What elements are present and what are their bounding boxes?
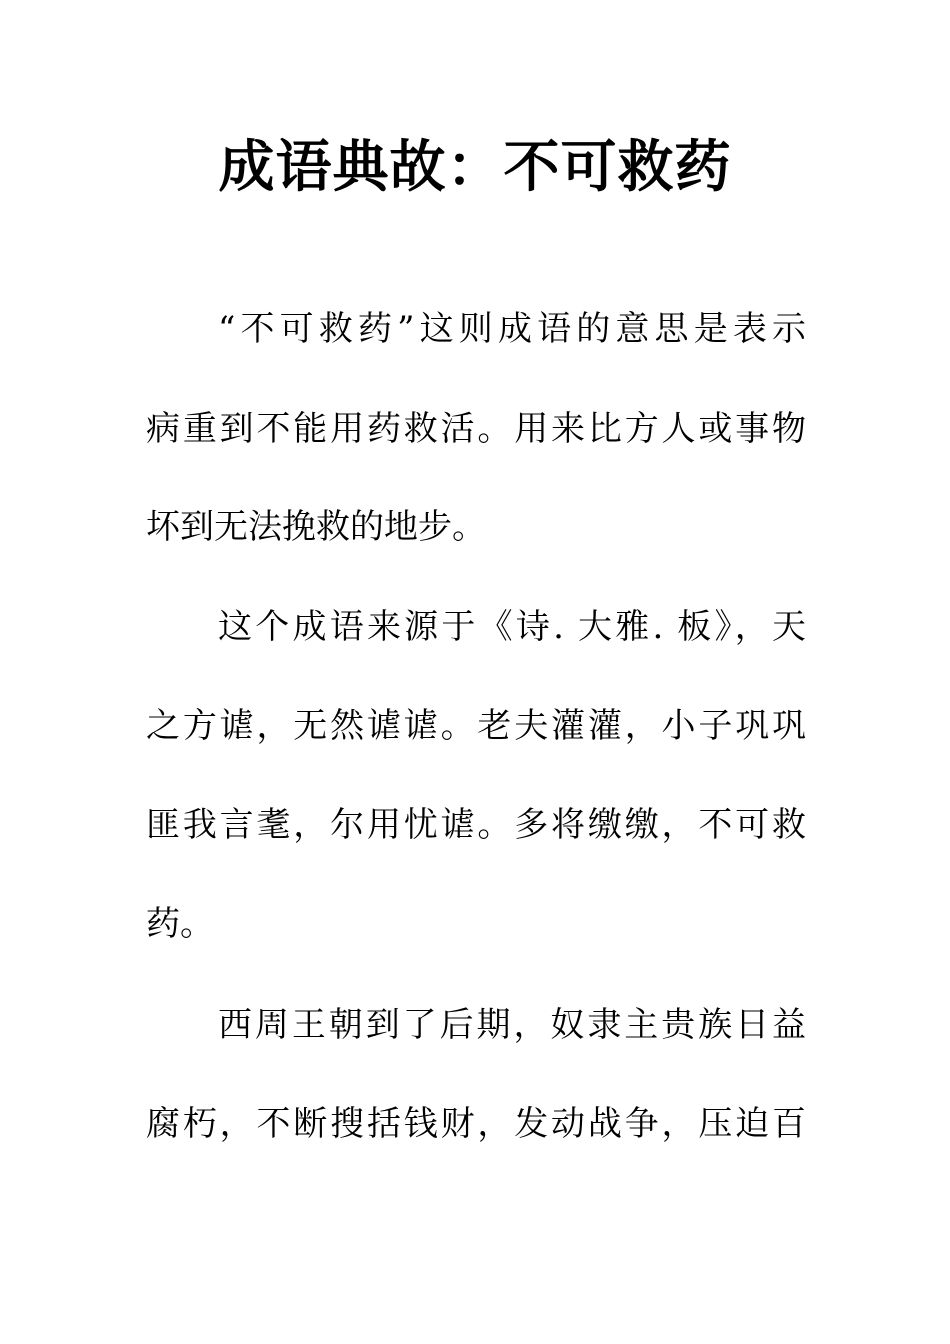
paragraph-2-line-1: 这个成语来源于《诗. 大雅. 板》，天: [218, 607, 806, 647]
paragraph-1-line-3: 坏到无法挽救的地步。: [146, 507, 486, 547]
paragraph-3-line-2: 腐朽，不断搜括钱财，发动战争，压迫百: [146, 1104, 806, 1144]
paragraph-2-line-2: 之方谑，无然谑谑。老夫灌灌，小子巩巩: [146, 706, 806, 746]
document-title: 成语典故：不可救药: [218, 135, 732, 200]
paragraph-2-line-3: 匪我言耄，尔用忧谑。多将缴缴，不可救: [146, 805, 806, 845]
paragraph-1-line-1: “不可救药”这则成语的意思是表示: [218, 309, 806, 349]
paragraph-1-line-2: 病重到不能用药救活。用来比方人或事物: [146, 409, 806, 449]
paragraph-2-line-4: 药。: [146, 904, 214, 944]
paragraph-3-line-1: 西周王朝到了后期，奴隶主贵族日益: [218, 1005, 806, 1045]
